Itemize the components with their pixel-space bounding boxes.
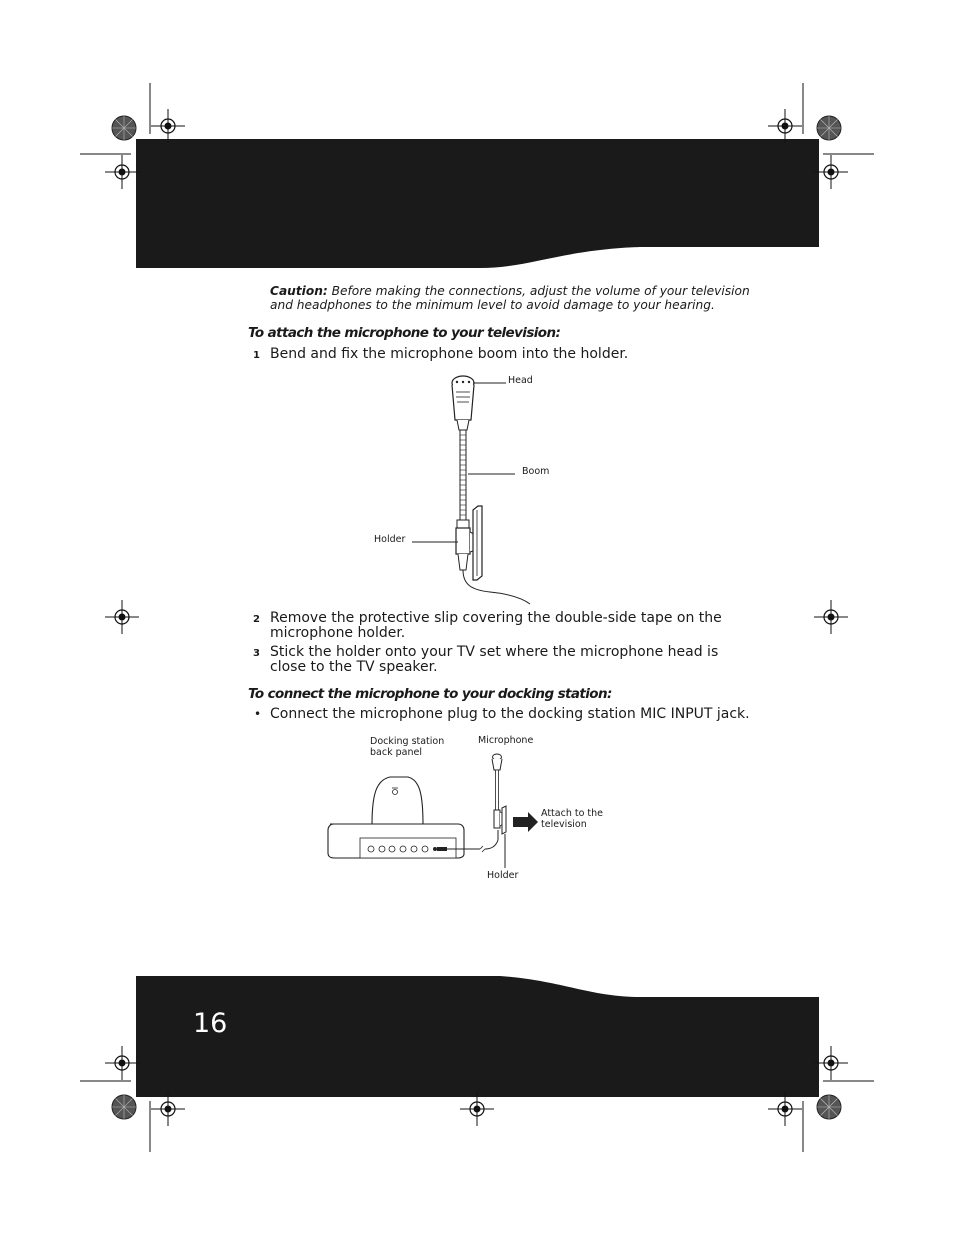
label-docking-line2: back panel <box>370 747 422 758</box>
registration-mark-icon <box>105 600 139 634</box>
label-attach-line1: Attach to the <box>541 808 604 819</box>
label-boom: Boom <box>522 466 550 477</box>
page-number: 16 <box>193 1008 228 1039</box>
caution-label: Caution: <box>270 284 328 298</box>
registration-mark-icon <box>814 1046 848 1080</box>
step-number: 3 <box>253 648 260 659</box>
bullet: • <box>254 707 262 721</box>
step-text: Bend and fix the microphone boom into the holder. <box>270 346 629 362</box>
registration-mark-icon <box>768 1092 802 1126</box>
step-text: Stick the holder onto your TV set where the microphone head is close to the TV speaker. <box>270 644 719 675</box>
color-target-icon <box>817 1095 841 1119</box>
registration-mark-icon <box>814 600 848 634</box>
label-microphone: Microphone <box>478 735 534 746</box>
step-text: Remove the protective slip covering the double-side tape on the microphone holder. <box>270 610 722 641</box>
registration-mark-icon <box>460 1092 494 1126</box>
step-number: 1 <box>253 350 260 361</box>
label-docking-station <box>370 736 444 758</box>
registration-mark-icon <box>105 1046 139 1080</box>
registration-mark-icon <box>105 155 139 189</box>
registration-mark-icon <box>768 109 802 143</box>
label-docking-line1: Docking station <box>370 736 445 747</box>
bullet-text: Connect the microphone plug to the docking station MIC INPUT jack. <box>270 706 750 722</box>
caution-text: Before making the connections, adjust the volume of your television and headphones to the minimum level to avoid damage to your hearing. <box>270 284 750 312</box>
label-attach <box>541 808 603 830</box>
step-number: 2 <box>253 614 260 625</box>
label-attach-line2: television <box>541 819 587 830</box>
label-holder-2: Holder <box>487 870 519 881</box>
color-target-icon <box>112 116 136 140</box>
registration-mark-icon <box>151 1092 185 1126</box>
caution-note <box>270 284 770 312</box>
label-holder: Holder <box>374 534 406 545</box>
color-target-icon <box>112 1095 136 1119</box>
section-heading-attach: To attach the microphone to your television: <box>248 325 561 341</box>
label-head: Head <box>508 375 533 386</box>
registration-mark-icon <box>814 155 848 189</box>
registration-mark-icon <box>151 109 185 143</box>
color-target-icon <box>817 116 841 140</box>
section-heading-connect: To connect the microphone to your docking station: <box>248 686 612 702</box>
microphone-holder-figure <box>360 370 600 610</box>
